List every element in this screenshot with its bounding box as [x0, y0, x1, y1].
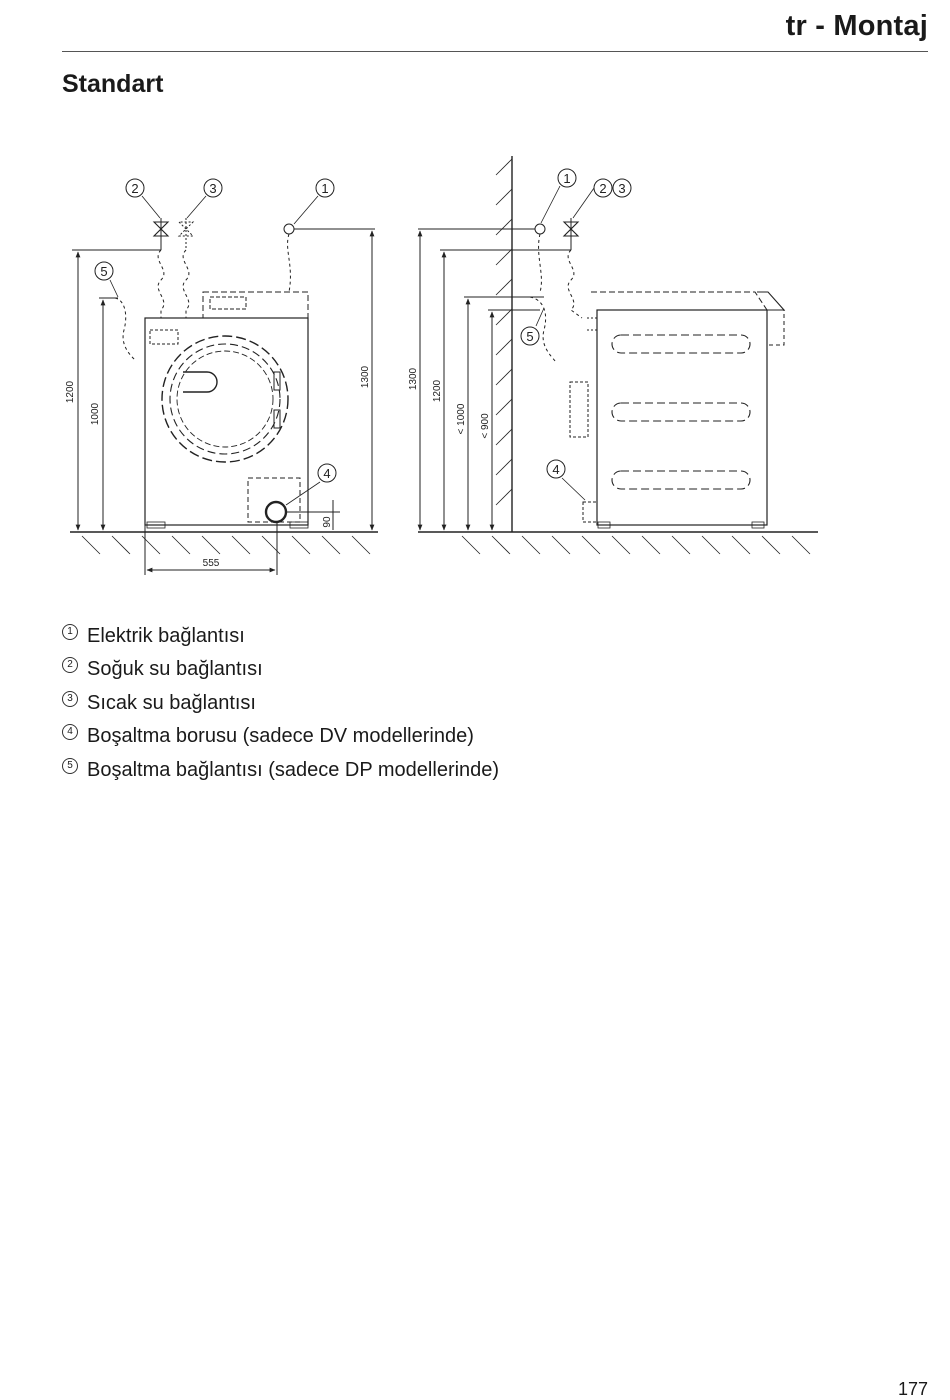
dim-front-1200: 1200 [65, 380, 76, 404]
legend-item-text: Sıcak su bağlantısı [87, 691, 256, 714]
dim-front-1000: 1000 [90, 402, 101, 426]
legend-item-text: Elektrik bağlantısı [87, 624, 245, 647]
side-view [418, 156, 818, 554]
legend-item [62, 686, 499, 720]
callout-2-side: 2 [599, 181, 607, 196]
dim-side-lt900: < 900 [480, 413, 491, 439]
dim-front-555: 555 [202, 558, 220, 569]
legend-number-badge: 4 [62, 724, 78, 740]
dim-front-1300: 1300 [360, 365, 371, 389]
legend-list [62, 619, 499, 787]
legend-number-badge: 1 [62, 624, 78, 640]
page-header-title: tr - Montaj [785, 10, 928, 42]
callout-1-front: 1 [321, 181, 329, 196]
callout-3-side: 3 [618, 181, 626, 196]
legend-number-badge: 5 [62, 758, 78, 774]
legend-item [62, 720, 499, 754]
legend-number-badge: 3 [62, 691, 78, 707]
callout-1-side: 1 [563, 171, 571, 186]
legend-item-text: Boşaltma borusu (sadece DV modellerinde) [87, 725, 474, 748]
legend-item [62, 753, 499, 787]
section-title: Standart [62, 70, 164, 98]
callout-5-side: 5 [526, 329, 534, 344]
header-rule [62, 51, 928, 52]
dim-side-1300: 1300 [408, 367, 419, 391]
legend-item-text: Soğuk su bağlantısı [87, 658, 263, 681]
page-number: 177 [897, 1379, 928, 1399]
callout-4-side: 4 [552, 462, 560, 477]
callout-5-front: 5 [100, 264, 108, 279]
callout-2-front: 2 [131, 181, 139, 196]
legend-item [62, 619, 499, 653]
legend-number-badge: 2 [62, 657, 78, 673]
dim-front-90: 90 [322, 516, 333, 528]
legend-item-text: Boşaltma bağlantısı (sadece DP modellerinde) [87, 758, 500, 781]
callout-4-front: 4 [323, 466, 331, 481]
dim-side-1200: 1200 [432, 379, 443, 403]
callout-3-front: 3 [209, 181, 217, 196]
legend-item [62, 653, 499, 687]
dim-side-lt1000: < 1000 [456, 403, 467, 435]
installation-diagram [0, 130, 950, 600]
